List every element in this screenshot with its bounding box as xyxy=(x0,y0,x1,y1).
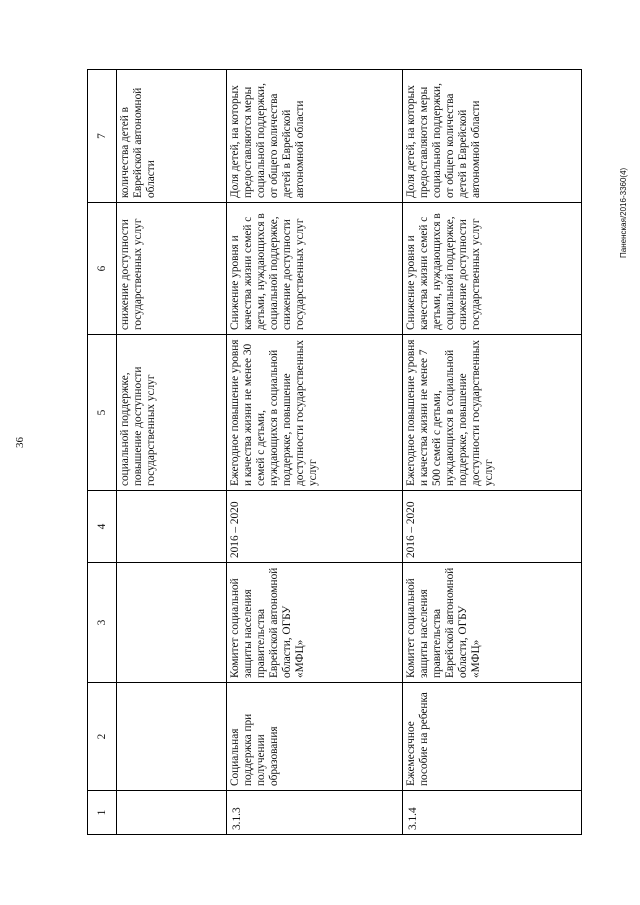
program-measures-table xyxy=(87,69,582,835)
column-header: 4 xyxy=(88,491,117,563)
page-number: 36 xyxy=(14,437,26,448)
cell-number: 3.1.4 xyxy=(403,791,582,835)
cell-consequence: снижение доступности государственных услуг xyxy=(117,203,227,335)
cell-expected-result: социальной поддержке, повышение доступности государственных услуг xyxy=(117,335,227,491)
cell-indicator: количества детей в Еврейской автономной области xyxy=(117,70,227,203)
cell-number xyxy=(117,791,227,835)
cell-measure-name: Социальная поддержка при получении образования xyxy=(227,683,403,791)
cell-period: 2016 – 2020 xyxy=(227,491,403,563)
cell-executor: Комитет социальной защиты населения правительства Еврейской автономной области, ОГБУ «МФЦ» xyxy=(227,563,403,683)
cell-expected-result: Ежегодное повышение уровня и качества жизни не менее 7 500 семей с детьми, нуждающихся в социальной поддержке, повышение доступности государственных услуг xyxy=(403,335,582,491)
cell-number: 3.1.3 xyxy=(227,791,403,835)
column-header: 5 xyxy=(88,335,117,491)
header-row xyxy=(88,70,117,835)
cell-period: 2016 – 2020 xyxy=(403,491,582,563)
table-row xyxy=(403,70,582,835)
cell-period xyxy=(117,491,227,563)
cell-consequence: Снижение уровня и качества жизни семей с детьми, нуждающихся в социальной поддержке, снижение доступности государственных услуг xyxy=(403,203,582,335)
column-header: 7 xyxy=(88,70,117,203)
table-row xyxy=(117,70,227,835)
column-header: 2 xyxy=(88,683,117,791)
column-header: 6 xyxy=(88,203,117,335)
column-header: 3 xyxy=(88,563,117,683)
cell-expected-result: Ежегодное повышение уровня и качества жизни не менее 30 семей с детьми, нуждающихся в социальной поддержке, повышение доступности государственных услуг xyxy=(227,335,403,491)
cell-executor xyxy=(117,563,227,683)
cell-executor: Комитет социальной защиты населения правительства Еврейской автономной области, ОГБУ «МФЦ» xyxy=(403,563,582,683)
rotated-table-container xyxy=(87,70,578,835)
cell-measure-name: Ежемесячное пособие на ребенка xyxy=(403,683,582,791)
cell-indicator: Доля детей, на которых предоставляются меры социальной поддержки, от общего количества детей в Еврейской автономной области xyxy=(227,70,403,203)
table-row xyxy=(227,70,403,835)
cell-indicator: Доля детей, на которых предоставляются меры социальной поддержки, от общего количества детей в Еврейской автономной области xyxy=(403,70,582,203)
cell-measure-name xyxy=(117,683,227,791)
cell-consequence: Снижение уровня и качества жизни семей с детьми, нуждающихся в социальной поддержке, снижение доступности государственных услуг xyxy=(227,203,403,335)
document-code: Паненская/2016-3360(4) xyxy=(619,167,628,258)
column-header: 1 xyxy=(88,791,117,835)
